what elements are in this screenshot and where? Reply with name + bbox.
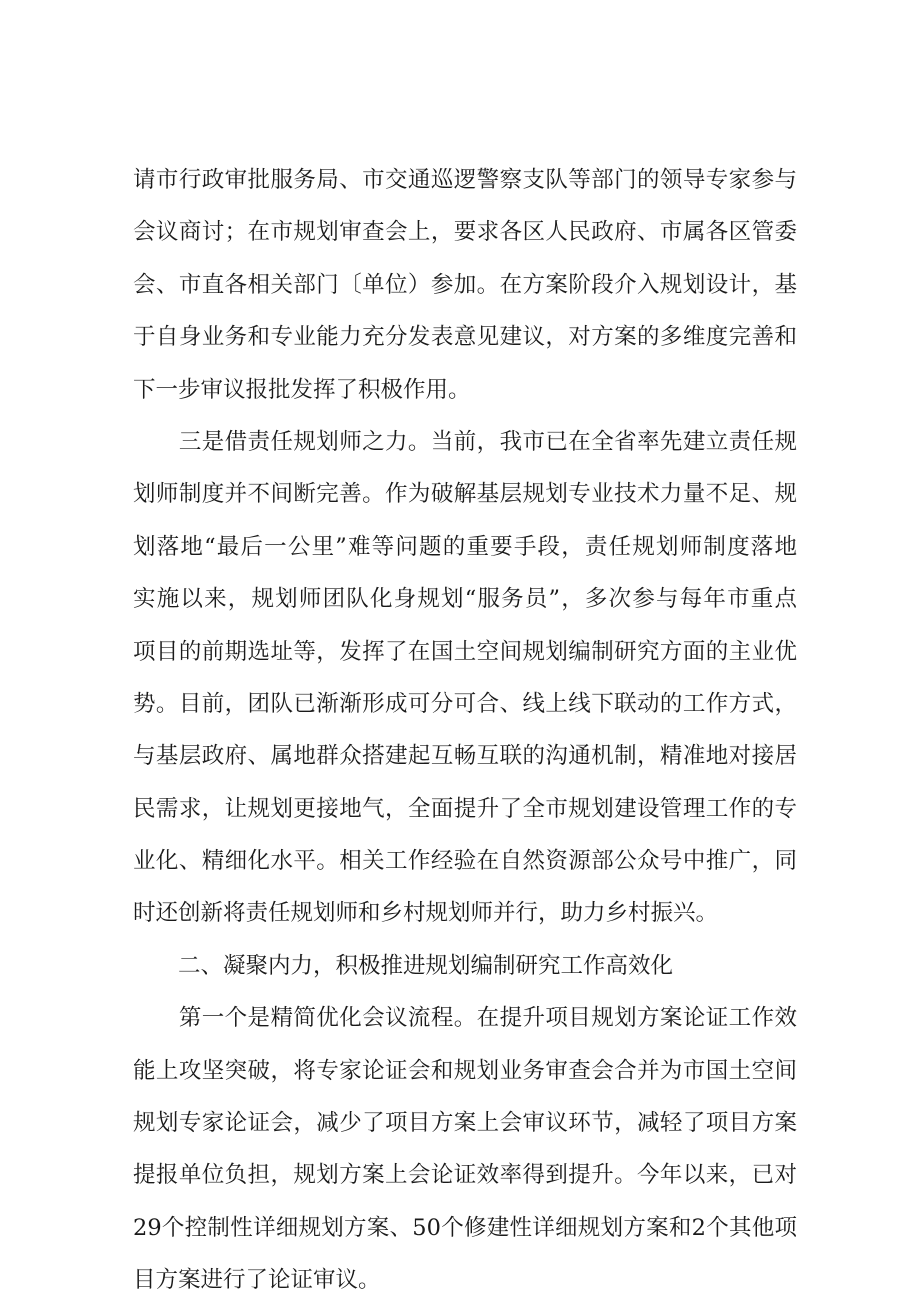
text-line: 三是借责任规划师之力。当前，我市已在全省率先建立责任规 [133,428,797,455]
text-line: 提报单位负担，规划方案上会论证效率得到提升。今年以来，已对 [133,1162,797,1189]
paragraph-responsible-planner [133,416,797,940]
paragraph-coordination [133,154,797,416]
text-line: 能上攻坚突破，将专家论证会和规划业务审查会合并为市国土空间 [133,1057,797,1084]
text-line: 第一个是精简优化会议流程。在提升项目规划方案论证工作效 [133,1005,797,1032]
document-body [133,154,797,1307]
heading-line: 二、凝聚内力，积极推进规划编制研究工作高效化 [133,952,674,979]
paragraph-meeting-process [133,992,797,1306]
text-line: 规划专家论证会，减少了项目方案上会审议环节，减轻了项目方案 [133,1110,797,1137]
text-line: 29个控制性详细规划方案、50个修建性详细规划方案和2个其他项 [133,1214,797,1241]
text-line: 划师制度并不间断完善。作为破解基层规划专业技术力量不足、规 [133,481,797,508]
text-line: 于自身业务和专业能力充分发表意见建议，对方案的多维度完善和 [133,324,797,351]
text-line: 时还创新将责任规划师和乡村规划师并行，助力乡村振兴。 [133,900,719,927]
text-line: 下一步审议报批发挥了积极作用。 [133,376,471,403]
text-line: 划落地“最后一公里”难等问题的重要手段，责任规划师制度落地 [133,533,797,560]
text-line: 业化、精细化水平。相关工作经验在自然资源部公众号中推广，同 [133,848,797,875]
text-line: 会议商讨；在市规划审查会上，要求各区人民政府、市属各区管委 [133,219,797,246]
text-line: 会、市直各相关部门〔单位）参加。在方案阶段介入规划设计，基 [133,271,797,298]
text-line: 势。目前，团队已渐渐形成可分可合、线上线下联动的工作方式， [133,690,797,717]
text-line: 与基层政府、属地群众搭建起互畅互联的沟通机制，精准地对接居 [133,743,797,770]
text-line: 民需求，让规划更接地气，全面提升了全市规划建设管理工作的专 [133,795,797,822]
text-line: 请市行政审批服务局、市交通巡逻警察支队等部门的领导专家参与 [133,167,797,193]
text-line: 实施以来，规划师团队化身规划“服务员”，多次参与每年市重点 [133,586,797,613]
text-line: 目方案进行了论证审议。 [133,1267,381,1294]
section-heading [133,940,797,992]
text-line: 项目的前期选址等，发挥了在国土空间规划编制研究方面的主业优 [133,638,797,665]
